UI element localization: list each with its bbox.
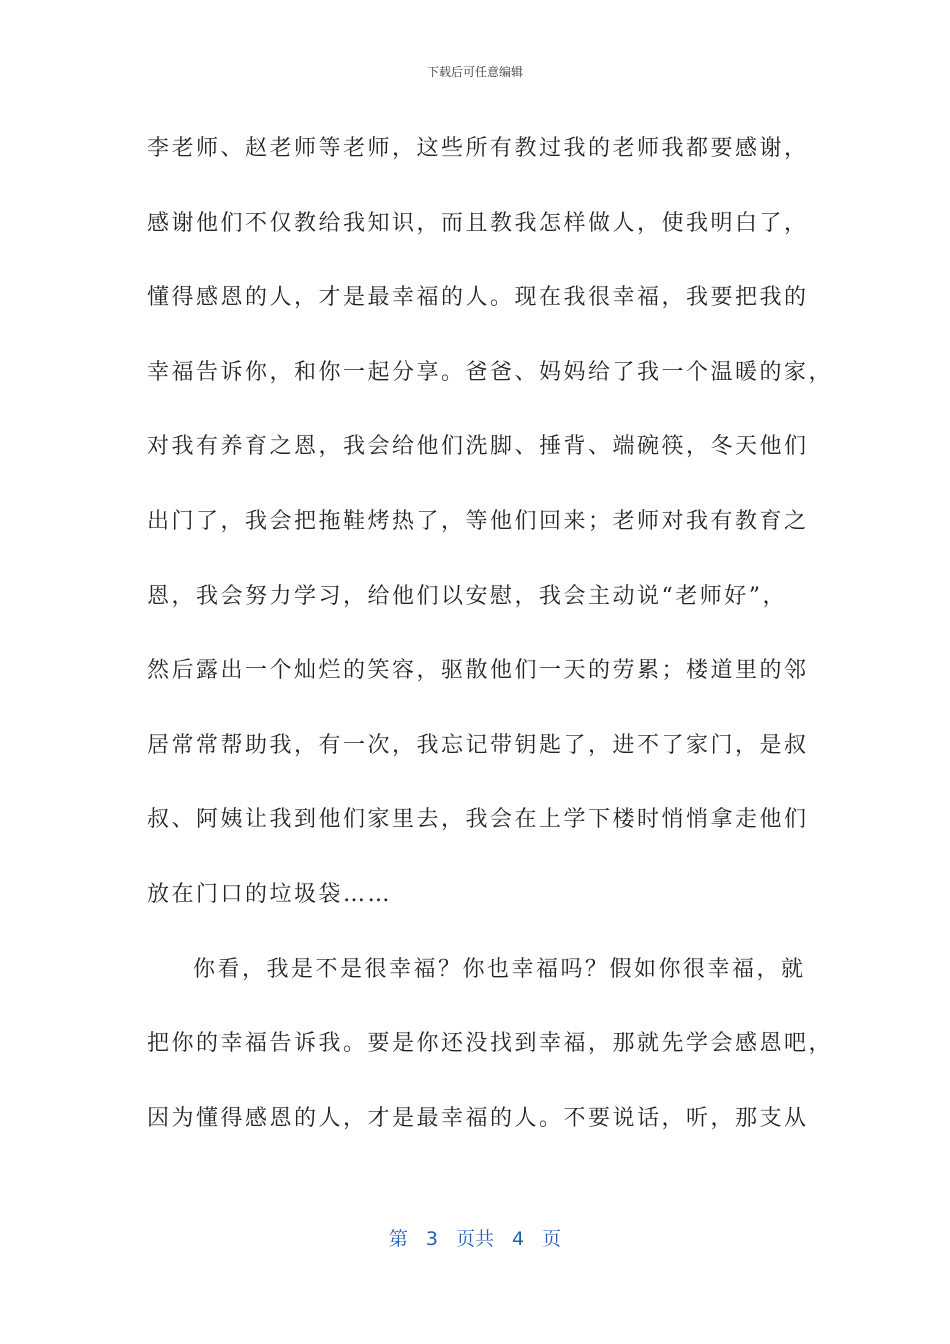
text-line-5: 对我有养育之恩，我会给他们洗脚、捶背、端碗筷，冬天他们 [147,434,809,460]
total-pages-number: 4 [512,1228,525,1250]
page-label-mid: 页共 [455,1228,494,1250]
text-line-12: 你看，我是不是很幸福？你也幸福吗？假如你很幸福，就 [193,956,806,982]
text-line-1: 李老师、赵老师等老师，这些所有教过我的老师我都要感谢， [147,136,809,161]
page-footer [0,1226,950,1252]
page-label-prefix: 第 [388,1228,408,1250]
current-page-number: 3 [425,1228,438,1250]
text-line-9: 居常常帮助我，有一次，我忘记带钥匙了，进不了家门，是叔 [147,732,809,758]
text-line-8: 然后露出一个灿烂的笑容，驱散他们一天的劳累；楼道里的邻 [147,658,809,684]
text-line-6: 出门了，我会把拖鞋烤热了，等他们回来；老师对我有教育之 [147,508,809,534]
text-line-3: 懂得感恩的人，才是最幸福的人。现在我很幸福，我要把我的 [147,285,809,311]
text-line-14: 因为懂得感恩的人，才是最幸福的人。不要说话，听，那支从 [147,1105,809,1131]
text-line-4: 幸福告诉你，和你一起分享。爸爸、妈妈给了我一个温暖的家， [147,359,834,385]
text-line-11: 放在门口的垃圾袋…… [147,881,393,907]
document-body [147,112,834,1156]
page-header [0,64,950,80]
text-line-10: 叔、阿姨让我到他们家里去，我会在上学下楼时悄悄拿走他们 [147,807,809,833]
text-line-2: 感谢他们不仅教给我知识，而且教我怎样做人，使我明白了， [147,210,809,236]
page-label-suffix: 页 [542,1228,562,1250]
text-line-7: 恩，我会努力学习，给他们以安慰，我会主动说“老师好”， [147,583,787,609]
text-line-13: 把你的幸福告诉我。要是你还没找到幸福，那就先学会感恩吧， [147,1031,834,1057]
header-text: 下载后可任意编辑 [426,65,523,79]
